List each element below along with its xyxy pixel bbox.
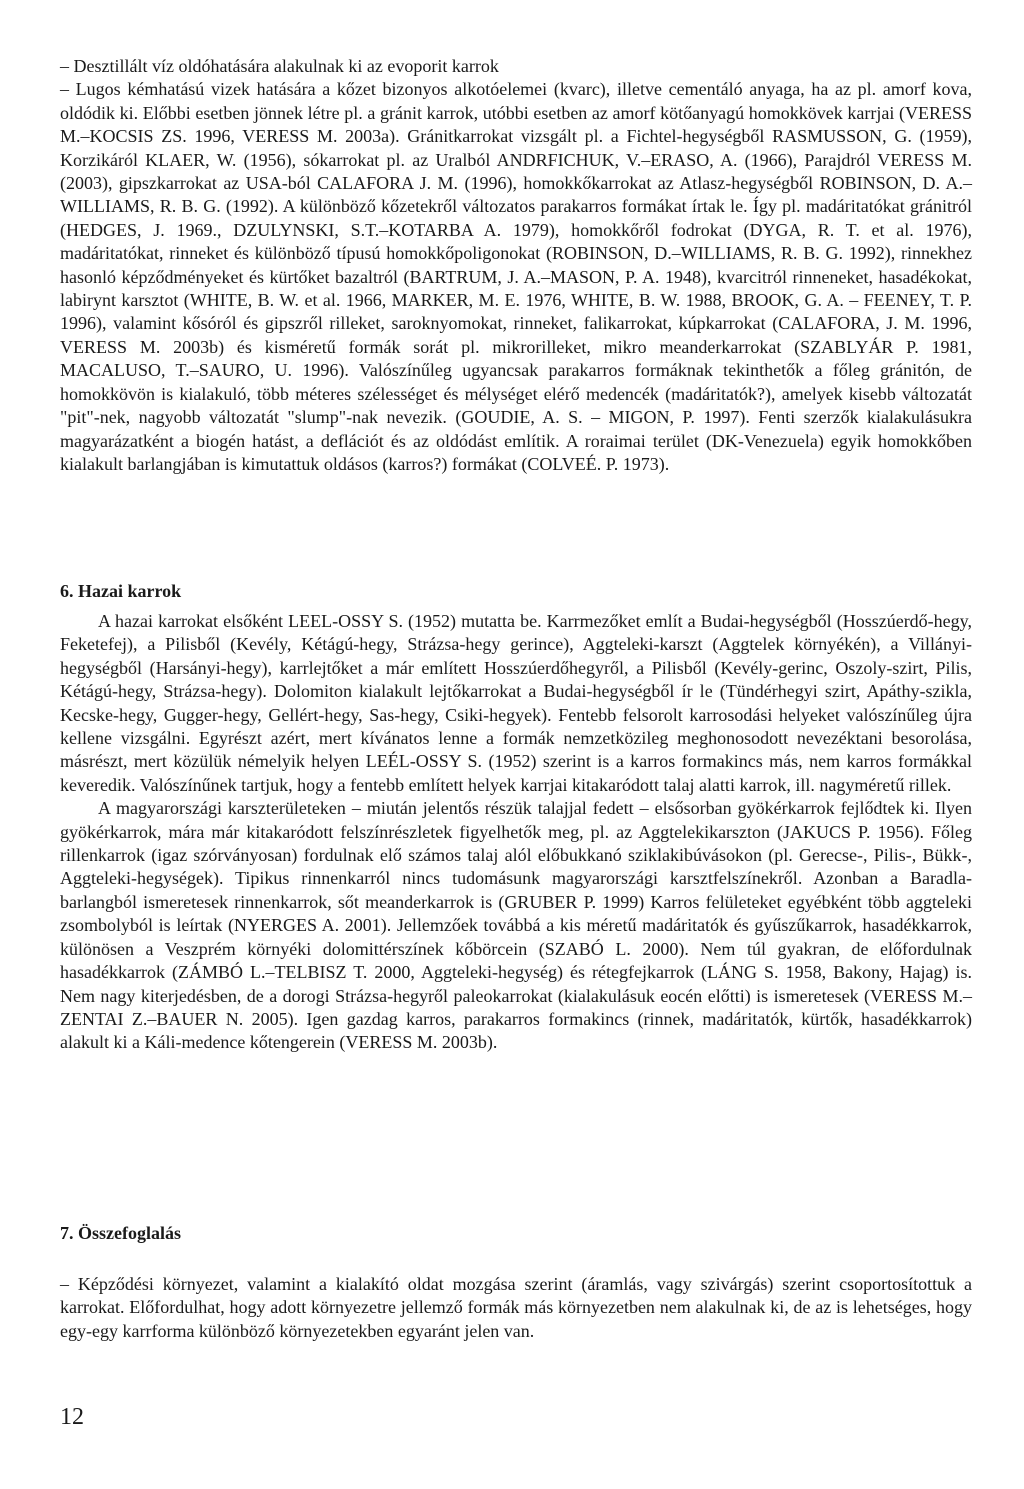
intro-list (60, 55, 972, 476)
list-item-alkaline-waters: – Lugos kémhatású vizek hatására a kőzet bizonyos alkotóelemei (kvarc), illetve cementáló anyaga, ha az pl. amorf kova, oldódik ki. Előbbi esetben jönnek létre pl. a gránit karrok, utóbbi esetben az amorf kötőanyagú homokkövek karrjai (VERESS M.–KOCSIS ZS. 1996, VERESS M. 2003a). Gránitkarrokat vizsgált pl. a Fichtel-hegységből RASMUSSON, G. (1959), Korzikáról KLAER, W. (1956), sókarrokat pl. az Uralból ANDRFICHUK, V.–ERASO, A. (1966), Parajdról VERESS M. (2003), gipszkarrokat az USA-ból CALAFORA J. M. (1996), homokkőkarrokat az Atlasz-hegységből ROBINSON, D. A.–WILLIAMS, R. B. G. (1992). A különböző kőzetekről változatos parakarros formákat írtak le. Így pl. madáritatókat gránitról (HEDGES, J. 1969., DZULYNSKI, S.T.–KOTARBA A. 1979), homokkőről fodrokat (DYGA, R. T. et al. 1976), madáritatókat, rinneket és különböző típusú homokkőpoligonokat (ROBINSON, D.–WILLIAMS, R. B. G. 1992), rinnekhez hasonló képződményeket és kürtőket bazaltról (BARTRUM, J. A.–MASON, P. A. 1948), kvarcitról rinneneket, hasadékokat, labirynt karsztot (WHITE, B. W. et al. 1966, MARKER, M. E. 1976, WHITE, B. W. 1988, BROOK, G. A. – FEENEY, T. P. 1996), valamint kősóról és gipszről rilleket, saroknyomokat, rinneket, falikarrokat, kúpkarrokat (CALAFORA, J. M. 1996, VERESS M. 2003b) és kisméretű formák sorát pl. mikrorilleket, mikro meanderkarrokat (SZABLYÁR P. 1981, MACALUSO, T.–SAURO, U. 1996). Valószínűleg ugyancsak parakarros formáknak tekinthetők a főleg gránitón, de homokkövön is kialakuló, több méteres szélességet és mélységet elérő medencék (madáritatók?), amelyek kisebb változatát "pit"-nek, nagyobb változatát "slump"-nak nevezik. (GOUDIE, A. S. – MIGON, P. 1997). Fenti szerzők kialakulásukra magyarázatként a biogén hatást, a deflációt és az oldódást említik. A roraimai terület (DK-Venezuela) egyik homokkőben kialakult barlangjában is kimutattuk oldásos (karros?) formákat (COLVEÉ. P. 1973). (60, 79, 972, 474)
section-hazai-karrok-body (60, 610, 972, 1055)
section-osszefoglalas-body (60, 1273, 972, 1343)
section-heading-hazai-karrok: 6. Hazai karrok (60, 581, 182, 601)
paragraph: A hazai karrokat elsőként LEEL-OSSY S. (1952) mutatta be. Karrmezőket említ a Budai-hegységből (Hosszúerdő-hegy, Feketefej), a Pilisből (Kevély, Kétágú-hegy, Strázsa-hegy gerince), Aggteleki-karszt (Aggtelek környékén), a Villányi-hegységből (Harsányi-hegy), karrlejtőket a már említett Hosszúerdőhegyről, a Pilisből (Kevély-gerinc, Oszoly-szirt, Pilis, Kétágú-hegy, Strázsa-hegy). Dolomiton kialakult lejtőkarrokat a Budai-hegységből ír le (Tündérhegyi szirt, Apáthy-szikla, Kecske-hegy, Gugger-hegy, Gellért-hegy, Sas-hegy, Csiki-hegyek). Fentebb felsorolt karrosodási helyeket valószínűleg újra kellene vizsgálni. Egyrészt azért, mert kívánatos lenne a formák nemzetközileg meghonosodott nevezéktani besorolása, másrészt, mert közülük némelyik helyen LEÉL-OSSY S. (1952) szerint is a karros formakincs más, nem karros formákkal keveredik. Valószínűnek tartjuk, hogy a fentebb említett helyek karrjai kitakaródott talaj alatti karrok, ill. nagyméretű rillek. (60, 611, 972, 795)
paragraph: A magyarországi karszterületeken – miután jelentős részük talajjal fedett – elsősorban gyökérkarrok fejlődtek ki. Ilyen gyökérkarrok, mára már kitakaródott felszínrészletek figyelhetők meg, pl. az Aggtelekikarszton (JAKUCS P. 1956). Főleg rillenkarrok (igaz szórványosan) fordulnak elő számos talaj alól előbukkanó sziklakibúvásokon (pl. Gerecse-, Pilis-, Bükk-, Aggteleki-hegységek). Tipikus rinnenkarról nincs tudomásunk magyarországi karsztfelszínekről. Azonban a Baradla-barlangból ismeretesek rinnenkarrok, sőt meanderkarrok is (GRUBER P. 1999) Karros felületeket egyébként több aggteleki zsombolyból is leírtak (NYERGES A. 2001). Jellemzőek továbbá a kis méretű madáritatók és gyűszűkarrok, hasadékkarrok, különösen a Veszprém környéki dolomittérszínek kőbörcein (SZABÓ L. 2000). Nem túl gyakran, de előfordulnak hasadékkarrok (ZÁMBÓ L.–TELBISZ T. 2000, Aggteleki-hegység) és rétegfejkarrok (LÁNG S. 1958, Bakony, Hajag) is. Nem nagy kiterjedésben, de a dorogi Strázsa-hegyről paleokarrokat (kialakulásuk eocén előtti) is ismeretesek (VERESS M.–ZENTAI Z.–BAUER N. 2005). Igen gazdag karros, parakarros formakincs (rinnek, madáritatók, kürtők, hasadékkarrok) alakult ki a Káli-medence kőtengerein (VERESS M. 2003b). (60, 798, 972, 1053)
page-number: 12 (60, 1404, 84, 1430)
list-item-evaporite: – Desztillált víz oldóhatására alakulnak ki az evoporit karrok (60, 56, 499, 76)
section-heading-osszefoglalas: 7. Összefoglalás (60, 1223, 181, 1243)
paragraph: – Képződési környezet, valamint a kialakító oldat mozgása szerint (áramlás, vagy szivárgás) szerint csoportosítottuk a karrokat. Előfordulhat, hogy adott környezetre jellemző formák más környezetben nem alakulnak ki, de az is lehetséges, hogy egy-egy karrforma különböző környezetekben egyaránt jelen van. (60, 1274, 972, 1341)
